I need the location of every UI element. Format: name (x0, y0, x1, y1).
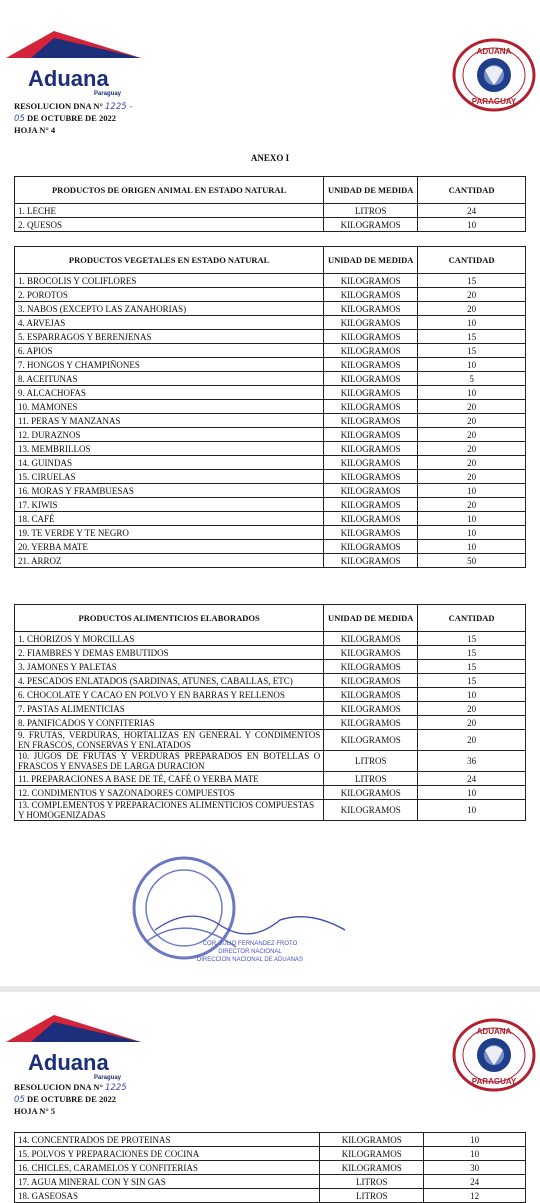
table-row (15, 302, 526, 316)
table-row (15, 414, 526, 428)
quantity-cell: 20 (418, 470, 526, 484)
product-cell: 14. CONCENTRADOS DE PROTEINAS (15, 1133, 320, 1147)
product-cell: 19. TE VERDE Y TE NEGRO (15, 526, 324, 540)
product-cell: 11. PREPARACIONES A BASE DE TÉ, CAFÉ O YERBA MATE (15, 772, 324, 786)
unit-cell: KILOGRAMOS (324, 512, 418, 526)
product-cell: 2. FIAMBRES Y DEMAS EMBUTIDOS (15, 646, 324, 660)
table-row (15, 316, 526, 330)
unit-cell: KILOGRAMOS (320, 1133, 424, 1147)
table-row (15, 716, 526, 730)
quantity-cell: 10 (418, 358, 526, 372)
unit-cell: LITROS (320, 1175, 424, 1189)
unit-cell: LITROS (320, 1189, 424, 1203)
quantity-cell: 10 (418, 786, 526, 800)
table-row (15, 1189, 526, 1203)
unit-cell: KILOGRAMOS (324, 414, 418, 428)
unit-cell: LITROS (324, 772, 418, 786)
product-cell: 6. CHOCOLATE Y CACAO EN POLVO Y EN BARRAS Y RELLENOS (15, 688, 324, 702)
table-row (15, 470, 526, 484)
product-cell: 15. POLVOS Y PREPARACIONES DE COCINA (15, 1147, 320, 1161)
table-row (15, 204, 526, 218)
unit-cell: KILOGRAMOS (324, 632, 418, 646)
quantity-cell: 24 (418, 772, 526, 786)
sheet-number: HOJA N° 4 (14, 125, 56, 135)
quantity-cell: 30 (424, 1161, 526, 1175)
product-cell: 4. ARVEJAS (15, 316, 324, 330)
unit-cell: KILOGRAMOS (324, 302, 418, 316)
table-header-row (15, 605, 526, 632)
table-row (15, 632, 526, 646)
product-cell: 8. ACEITUNAS (15, 372, 324, 386)
unit-cell: KILOGRAMOS (324, 730, 418, 751)
quantity-cell: 15 (418, 344, 526, 358)
product-cell: 11. PERAS Y MANZANAS (15, 414, 324, 428)
table-row (15, 442, 526, 456)
annex-title: ANEXO I (250, 153, 290, 163)
product-cell: 12. CONDIMENTOS Y SAZONADORES COMPUESTOS (15, 786, 324, 800)
table-row (15, 456, 526, 470)
product-cell: 6. APIOS (15, 344, 324, 358)
aduana-seal-icon (452, 1018, 536, 1092)
unit-cell: KILOGRAMOS (324, 716, 418, 730)
product-cell: 7. HONGOS Y CHAMPIÑONES (15, 358, 324, 372)
product-cell: 1. BROCOLIS Y COLIFLORES (15, 274, 324, 288)
unit-cell: KILOGRAMOS (324, 702, 418, 716)
quantity-cell: 20 (418, 302, 526, 316)
table-row (15, 1133, 526, 1147)
table-row (15, 800, 526, 821)
table-row (15, 772, 526, 786)
unit-cell: KILOGRAMOS (324, 358, 418, 372)
unit-cell: KILOGRAMOS (324, 800, 418, 821)
qty-header: CANTIDAD (418, 605, 526, 632)
signer-office: DIRECCION NACIONAL DE ADUANAS (196, 957, 304, 963)
resolution-date (14, 113, 132, 125)
quantity-cell: 10 (424, 1147, 526, 1161)
unit-cell: LITROS (324, 204, 418, 218)
product-cell: 16. MORAS Y FRAMBUESAS (15, 484, 324, 498)
logo-roof-icon (6, 28, 141, 68)
product-cell: 20. YERBA MATE (15, 540, 324, 554)
unit-cell: KILOGRAMOS (320, 1147, 424, 1161)
seal-top-text: ADUANA (476, 1027, 512, 1036)
unit-cell: KILOGRAMOS (324, 344, 418, 358)
product-cell: 2. QUESOS (15, 218, 324, 232)
product-cell: 7. PASTAS ALIMENTICIAS (15, 702, 324, 716)
unit-cell: KILOGRAMOS (324, 428, 418, 442)
quantity-cell: 10 (418, 526, 526, 540)
table-row (15, 358, 526, 372)
logo-name: Aduana (28, 1050, 109, 1075)
unit-cell: KILOGRAMOS (324, 442, 418, 456)
unit-cell: KILOGRAMOS (324, 274, 418, 288)
quantity-cell: 20 (418, 730, 526, 751)
table-row (15, 751, 526, 772)
unit-cell: KILOGRAMOS (324, 470, 418, 484)
unit-cell: KILOGRAMOS (324, 386, 418, 400)
unit-header: UNIDAD DE MEDIDA (324, 605, 418, 632)
product-cell: 10. MAMONES (15, 400, 324, 414)
table-row (15, 372, 526, 386)
resolution-date-text: DE OCTUBRE DE 2022 (26, 1094, 116, 1104)
quantity-cell: 20 (418, 414, 526, 428)
signer-role: DIRECTOR NACIONAL (218, 949, 282, 955)
table-row (15, 660, 526, 674)
product-cell: 18. CAFÉ (15, 512, 324, 526)
unit-cell: KILOGRAMOS (324, 526, 418, 540)
unit-cell: LITROS (324, 751, 418, 772)
table-row (15, 512, 526, 526)
quantity-cell: 10 (418, 316, 526, 330)
unit-cell: KILOGRAMOS (324, 484, 418, 498)
quantity-cell: 15 (418, 330, 526, 344)
table-row (15, 274, 526, 288)
product-cell: 12. DURAZNOS (15, 428, 324, 442)
unit-cell: KILOGRAMOS (324, 786, 418, 800)
quantity-cell: 50 (418, 554, 526, 568)
product-cell: 8. PANIFICADOS Y CONFITERIAS (15, 716, 324, 730)
quantity-cell: 20 (418, 442, 526, 456)
table-row (15, 330, 526, 344)
qty-header: CANTIDAD (418, 247, 526, 274)
table-row (15, 1147, 526, 1161)
product-cell: 4. PESCADOS ENLATADOS (SARDINAS, ATUNES, CABALLAS, ETC) (15, 674, 324, 688)
product-cell: 9. FRUTAS, VERDURAS, HORTALIZAS EN GENERAL Y CONDIMENTOS EN FRASCOS, CONSERVAS Y ENLATADOS (15, 730, 324, 751)
resolution-line (14, 1082, 127, 1094)
product-cell: 17. AGUA MINERAL CON Y SIN GAS (15, 1175, 320, 1189)
quantity-cell: 36 (418, 751, 526, 772)
unit-cell: KILOGRAMOS (324, 674, 418, 688)
aduana-logo (6, 1012, 146, 1082)
table-row (15, 786, 526, 800)
unit-cell: KILOGRAMOS (320, 1161, 424, 1175)
product-cell: 15. CIRUELAS (15, 470, 324, 484)
logo-name: Aduana (28, 66, 109, 91)
quantity-cell: 20 (418, 456, 526, 470)
product-cell: 14. GUINDAS (15, 456, 324, 470)
resolution-label: RESOLUCION DNA N° (14, 1082, 103, 1092)
quantity-cell: 24 (424, 1175, 526, 1189)
table-row (15, 484, 526, 498)
quantity-cell: 20 (418, 498, 526, 512)
resolution-label: RESOLUCION DNA N° (14, 101, 103, 111)
product-cell: 16. CHICLES, CARAMELOS Y CONFITERIAS (15, 1161, 320, 1175)
quantity-cell: 10 (418, 800, 526, 821)
product-cell: 17. KIWIS (15, 498, 324, 512)
unit-cell: KILOGRAMOS (324, 540, 418, 554)
product-cell: 10. JUGOS DE FRUTAS Y VERDURAS PREPARADOS EN BOTELLAS O FRASCOS Y ENVASES DE LARGA DURACION (15, 751, 324, 772)
unit-cell: KILOGRAMOS (324, 498, 418, 512)
unit-cell: KILOGRAMOS (324, 660, 418, 674)
quantity-cell: 15 (418, 674, 526, 688)
resolution-number: 1225 (105, 1083, 127, 1093)
resolution-date-text: DE OCTUBRE DE 2022 (26, 113, 116, 123)
quantity-cell: 20 (418, 702, 526, 716)
table-row (15, 386, 526, 400)
quantity-cell: 10 (418, 218, 526, 232)
quantity-cell: 20 (418, 428, 526, 442)
table-row (15, 688, 526, 702)
unit-cell: KILOGRAMOS (324, 456, 418, 470)
resolution-day: 05 (14, 114, 25, 124)
product-cell: 13. MEMBRILLOS (15, 442, 324, 456)
unit-cell: KILOGRAMOS (324, 288, 418, 302)
table-row (15, 1161, 526, 1175)
table-row (15, 540, 526, 554)
quantity-cell: 5 (418, 372, 526, 386)
table-processed-foods (14, 604, 526, 821)
table-row (15, 702, 526, 716)
signature-icon (150, 900, 350, 940)
logo-country: Paraguay (94, 1075, 122, 1081)
product-cell: 18. GASEOSAS (15, 1189, 320, 1203)
unit-cell: KILOGRAMOS (324, 646, 418, 660)
unit-header: UNIDAD DE MEDIDA (324, 177, 418, 204)
quantity-cell: 10 (424, 1133, 526, 1147)
unit-cell: KILOGRAMOS (324, 554, 418, 568)
table-title: PRODUCTOS ALIMENTICIOS ELABORADOS (15, 605, 324, 632)
quantity-cell: 15 (418, 646, 526, 660)
logo-roof-icon (6, 1012, 141, 1052)
sheet-number: HOJA N° 5 (14, 1106, 56, 1116)
quantity-cell: 10 (418, 540, 526, 554)
table-row (15, 526, 526, 540)
quantity-cell: 10 (418, 386, 526, 400)
resolution-number: 1225 (105, 102, 127, 112)
unit-cell: KILOGRAMOS (324, 688, 418, 702)
resolution-header (14, 101, 132, 136)
product-cell: 1. CHORIZOS Y MORCILLAS (15, 632, 324, 646)
unit-cell: KILOGRAMOS (324, 316, 418, 330)
quantity-cell: 10 (418, 512, 526, 526)
product-cell: 2. POROTOS (15, 288, 324, 302)
quantity-cell: 15 (418, 660, 526, 674)
table-title: PRODUCTOS DE ORIGEN ANIMAL EN ESTADO NATURAL (15, 177, 324, 204)
quantity-cell: 12 (424, 1189, 526, 1203)
table-header-row (15, 177, 526, 204)
table-vegetable-products (14, 246, 526, 568)
quantity-cell: 20 (418, 400, 526, 414)
product-cell: 13. COMPLEMENTOS Y PREPARACIONES ALIMENTICIOS COMPUESTAS Y HOMOGENIZADAS (15, 800, 324, 821)
aduana-logo (6, 28, 146, 98)
table-processed-foods-continued (14, 1132, 526, 1203)
unit-cell: KILOGRAMOS (324, 400, 418, 414)
table-row (15, 554, 526, 568)
sheet-page-5 (0, 994, 540, 1200)
table-row (15, 400, 526, 414)
table-row (15, 674, 526, 688)
qty-header: CANTIDAD (418, 177, 526, 204)
seal-top-text: ADUANA (476, 47, 512, 56)
signer-name: COR. JULIO FERNANDEZ FROTO (202, 941, 298, 947)
table-header-row (15, 247, 526, 274)
table-row (15, 288, 526, 302)
quantity-cell: 15 (418, 632, 526, 646)
product-cell: 3. NABOS (EXCEPTO LAS ZANAHORIAS) (15, 302, 324, 316)
product-cell: 1. LECHE (15, 204, 324, 218)
table-row (15, 1175, 526, 1189)
quantity-cell: 10 (418, 688, 526, 702)
table-row (15, 730, 526, 751)
resolution-day: 05 (14, 1095, 25, 1105)
product-cell: 5. ESPARRAGOS Y BERENJENAS (15, 330, 324, 344)
quantity-cell: 24 (418, 204, 526, 218)
table-row (15, 498, 526, 512)
signature-block (150, 940, 350, 964)
unit-cell: KILOGRAMOS (324, 372, 418, 386)
page-separator (0, 986, 540, 992)
quantity-cell: 20 (418, 716, 526, 730)
resolution-line: RESOLUCION DNA N° 1225 - (14, 101, 133, 112)
unit-cell: KILOGRAMOS (324, 330, 418, 344)
table-animal-products (14, 176, 526, 232)
unit-header: UNIDAD DE MEDIDA (324, 247, 418, 274)
product-cell: 9. ALCACHOFAS (15, 386, 324, 400)
seal-bottom-text: PARAGUAY (471, 1077, 517, 1086)
seal-bottom-text: PARAGUAY (471, 97, 517, 106)
aduana-seal-icon (452, 38, 536, 112)
product-cell: 21. ARROZ (15, 554, 324, 568)
resolution-header (14, 1082, 127, 1117)
quantity-cell: 20 (418, 288, 526, 302)
unit-cell: KILOGRAMOS (324, 218, 418, 232)
quantity-cell: 15 (418, 274, 526, 288)
table-row (15, 218, 526, 232)
logo-country: Paraguay (94, 91, 122, 97)
quantity-cell: 10 (418, 484, 526, 498)
resolution-date (14, 1094, 127, 1106)
table-row (15, 428, 526, 442)
table-title: PRODUCTOS VEGETALES EN ESTADO NATURAL (15, 247, 324, 274)
table-row (15, 344, 526, 358)
product-cell: 3. JAMONES Y PALETAS (15, 660, 324, 674)
table-row (15, 646, 526, 660)
